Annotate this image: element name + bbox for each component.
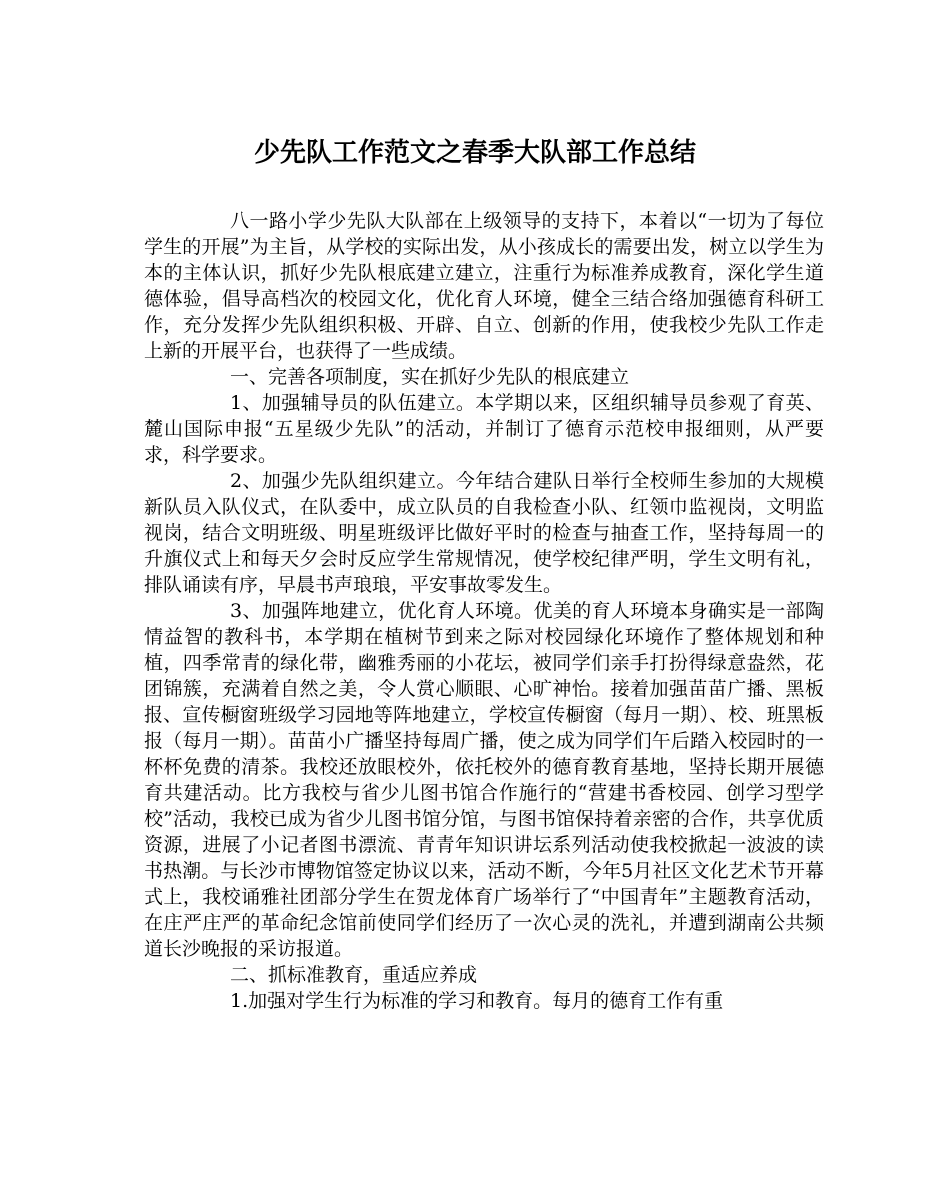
paragraph-2-1: 1.加强对学生行为标准的学习和教育。每月的德育工作有重 xyxy=(230,990,724,1012)
section-heading-2: 二、抓标准教育，重适应养成 xyxy=(230,964,478,986)
paragraph-1-3: 3、加强阵地建立，优化育人环境。优美的育人环境本身确实是一部陶情益智的教科书，本学期在植树节到来之际对校园绿化环境作了整体规划和种植，四季常青的绿化带，幽雅秀丽的小花坛，被同学们亲手打扮得绿意盎然，花团锦簇，充满着自然之美，令人赏心顺眼、心旷神怡。接着加强苗苗广播、黑板报、宣传橱窗班级学习园地等阵地建立，学校宣传橱窗（每月一期）、校、班黑板报（每月一期）。苗苗小广播坚持每周广播，使之成为同学们午后踏入校园时的一杯杯免费的清茶。我校还放眼校外，依托校外的德育教育基地，坚持长期开展德育共建活动。比方我校与省少儿图书馆合作施行的“营建书香校园、创学习型学校”活动，我校已成为省少儿图书馆分馆，与图书馆保持着亲密的合作，共享优质资源，进展了小记者图书漂流、青青年知识讲坛系列活动使我校掀起一波波的读书热潮。与长沙市博物馆签定协议以来，活动不断，今年5月社区文化艺术节开幕式上，我校诵雅社团部分学生在贺龙体育广场举行了“中国青年”主题教育活动，在庄严庄严的革命纪念馆前使同学们经历了一次心灵的洗礼，并遭到湖南公共频道长沙晚报的采访报道。 xyxy=(144,600,824,960)
document-title: 少先队工作范文之春季大队部工作总结 xyxy=(253,138,696,168)
paragraph-1-1: 1、加强辅导员的队伍建立。本学期以来，区组织辅导员参观了育英、麓山国际申报“五星级少先队”的活动，并制订了德育示范校申报细则，从严要求，科学要求。 xyxy=(144,392,824,466)
document-body xyxy=(144,208,824,1014)
paragraph-1-2: 2、加强少先队组织建立。今年结合建队日举行全校师生参加的大规模新队员入队仪式，在队委中，成立队员的自我检查小队、红领巾监视岗，文明监视岗，结合文明班级、明星班级评比做好平时的检查与抽查工作，坚持每周一的升旗仪式上和每天夕会时反应学生常规情况，使学校纪律严明，学生文明有礼，排队诵读有序，早晨书声琅琅，平安事故零发生。 xyxy=(144,470,824,596)
intro-paragraph: 八一路小学少先队大队部在上级领导的支持下，本着以“一切为了每位学生的开展”为主旨，从学校的实际出发，从小孩成长的需要出发，树立以学生为本的主体认识，抓好少先队根底建立建立，注重行为标准养成教育，深化学生道德体验，倡导高档次的校园文化，优化育人环境，健全三结合络加强德育科研工作，充分发挥少先队组织积极、开辟、自立、创新的作用，使我校少先队工作走上新的开展平台，也获得了一些成绩。 xyxy=(144,210,824,362)
section-heading-1: 一、完善各项制度，实在抓好少先队的根底建立 xyxy=(230,366,630,388)
